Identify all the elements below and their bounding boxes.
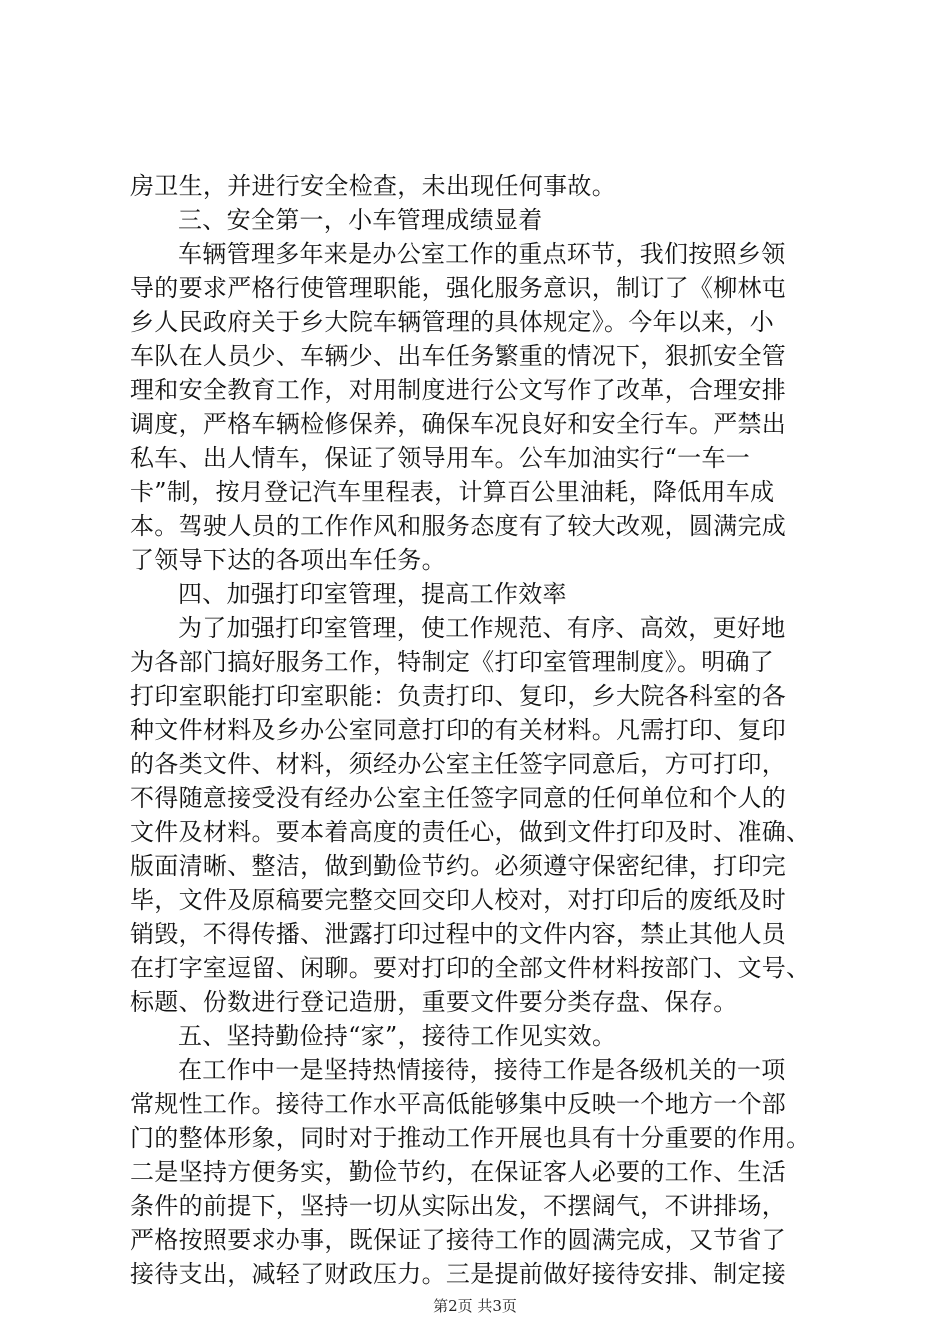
- text-line: 打印室职能打印室职能：负责打印、复印，乡大院各科室的各: [130, 682, 787, 710]
- text-line: 调度，严格车辆检修保养，确保车况良好和安全行车。严禁出: [130, 410, 787, 438]
- page-number: 第2页 共3页: [433, 1297, 517, 1315]
- text-line: 为了加强打印室管理，使工作规范、有序、高效，更好地: [178, 614, 786, 642]
- text-line: 的各类文件、材料，须经办公室主任签字同意后，方可打印，: [130, 750, 787, 778]
- text-line: 二是坚持方便务实，勤俭节约，在保证客人必要的工作、生活: [130, 1158, 787, 1186]
- text-line: 常规性工作。接待工作水平高低能够集中反映一个地方一个部: [130, 1090, 787, 1118]
- text-line: 版面清晰、整洁，做到勤俭节约。必须遵守保密纪律，打印完: [130, 852, 787, 880]
- text-line: 销毁，不得传播、泄露打印过程中的文件内容，禁止其他人员: [130, 920, 787, 948]
- text-line: 严格按照要求办事，既保证了接待工作的圆满完成，又节省了: [130, 1226, 787, 1254]
- text-line: 导的要求严格行使管理职能，强化服务意识，制订了《柳林屯: [130, 274, 787, 302]
- text-line: 在工作中一是坚持热情接待，接待工作是各级机关的一项: [178, 1056, 786, 1084]
- text-line: 了领导下达的各项出车任务。: [130, 546, 446, 574]
- text-line: 为各部门搞好服务工作，特制定《打印室管理制度》。明确了: [130, 648, 775, 676]
- text-line: 接待支出，减轻了财政压力。三是提前做好接待安排、制定接: [130, 1260, 787, 1288]
- section-heading: 三、安全第一，小车管理成绩显着: [178, 206, 543, 234]
- text-line: 私车、出人情车，保证了领导用车。公车加油实行“一车一: [130, 444, 751, 472]
- text-line: 卡”制，按月登记汽车里程表，计算百公里油耗，降低用车成: [130, 478, 775, 506]
- text-line: 门的整体形象，同时对于推动工作开展也具有十分重要的作用。: [130, 1124, 811, 1152]
- text-line: 条件的前提下，坚持一切从实际出发，不摆阔气，不讲排场，: [130, 1192, 787, 1220]
- text-line: 车辆管理多年来是办公室工作的重点环节，我们按照乡领: [178, 240, 786, 268]
- text-line: 文件及材料。要本着高度的责任心，做到文件打印及时、准确、: [130, 818, 811, 846]
- text-line: 房卫生，并进行安全检查，未出现任何事故。: [130, 172, 616, 200]
- text-line: 车队在人员少、车辆少、出车任务繁重的情况下，狠抓安全管: [130, 342, 787, 370]
- text-line: 本。驾驶人员的工作作风和服务态度有了较大改观，圆满完成: [130, 512, 787, 540]
- text-line: 理和安全教育工作，对用制度进行公文写作了改革，合理安排: [130, 376, 787, 404]
- text-line: 在打字室逗留、闲聊。要对打印的全部文件材料按部门、文号、: [130, 954, 811, 982]
- text-line: 乡人民政府关于乡大院车辆管理的具体规定》。今年以来，小: [130, 308, 775, 336]
- text-line: 种文件材料及乡办公室同意打印的有关材料。凡需打印、复印: [130, 716, 787, 744]
- text-line: 不得随意接受没有经办公室主任签字同意的任何单位和个人的: [130, 784, 787, 812]
- section-heading: 四、加强打印室管理，提高工作效率: [178, 580, 567, 608]
- section-heading: 五、坚持勤俭持“家”，接待工作见实效。: [178, 1022, 617, 1050]
- text-line: 毕，文件及原稿要完整交回交印人校对，对打印后的废纸及时: [130, 886, 787, 914]
- text-line: 标题、份数进行登记造册，重要文件要分类存盘、保存。: [130, 988, 738, 1016]
